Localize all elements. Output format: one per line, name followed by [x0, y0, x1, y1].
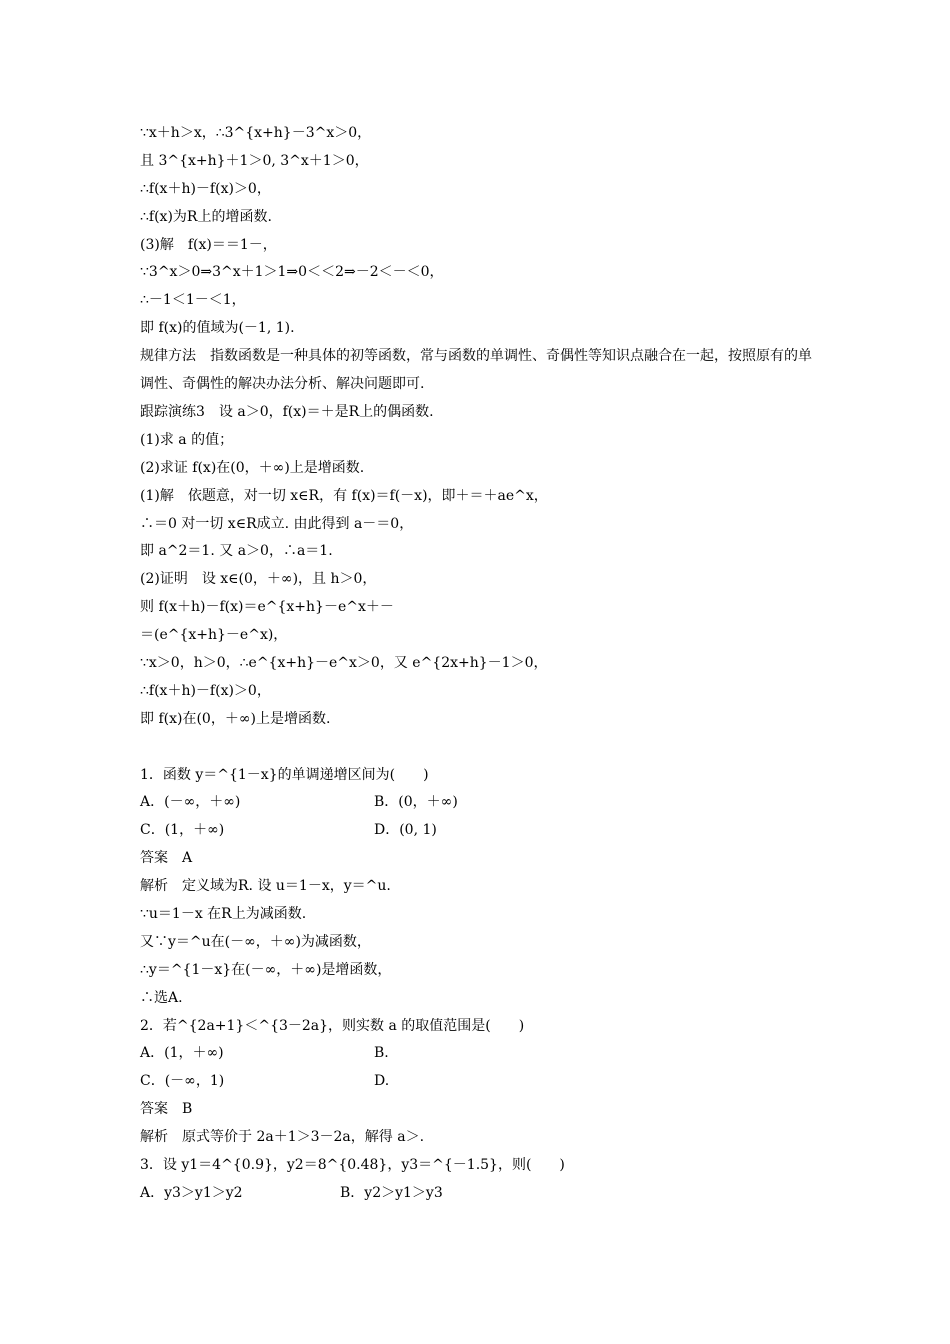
- method-paragraph: 规律方法 指数函数是一种具体的初等函数，常与函数的单调性、奇偶性等知识点融合在一起，按照原有的单调性、奇偶性的解决办法分析、解决问题即可.: [140, 348, 812, 393]
- question-3-stem: 3．设 y1＝4^{0.9}，y2＝8^{0.48}，y3＝^{－1.5}，则( ): [140, 1156, 565, 1173]
- document-page: [140, 120, 820, 1208]
- option-a: A．(－∞，＋∞): [140, 794, 241, 811]
- text-line: ∵3^x＞0⇒3^x＋1＞1⇒0＜＜2⇒－2＜－＜0，: [140, 264, 444, 281]
- question-1-analysis-line: 解析 定义域为R. 设 u＝1－x，y＝^u.: [140, 878, 391, 895]
- text-line: 则 f(x＋h)－f(x)＝e^{x+h}－e^x＋－: [140, 599, 394, 616]
- section-gap: [140, 734, 820, 762]
- option-a: A．y3＞y1＞y2: [140, 1184, 243, 1201]
- text-line: 且 3^{x+h}＋1＞0, 3^x＋1＞0，: [140, 152, 369, 169]
- question-2-analysis: 解析 原式等价于 2a＋1＞3－2a，解得 a＞.: [140, 1129, 425, 1146]
- question-1-analysis-line: ∵u＝1－x 在R上为减函数.: [140, 905, 307, 922]
- text-line: ∴＝0 对一切 x∈R成立. 由此得到 a－＝0，: [140, 515, 414, 532]
- text-line: (3)解 f(x)＝＝1－，: [140, 236, 277, 253]
- text-line: ＝(e^{x+h}－e^x)，: [140, 627, 288, 644]
- question-3-options-row-1: [140, 1180, 820, 1208]
- text-line: 即 f(x)在(0，＋∞)上是增函数.: [140, 710, 331, 727]
- text-line: ∵x＞0，h＞0，∴e^{x+h}－e^x＞0，又 e^{2x+h}－1＞0，: [140, 654, 548, 671]
- text-line: (1)求 a 的值；: [140, 431, 234, 448]
- question-1-analysis-line: 又∵y＝^u在(－∞，＋∞)为减函数，: [140, 933, 371, 950]
- option-c: C．(1，＋∞): [140, 822, 225, 839]
- text-line: ∴－1＜1－＜1，: [140, 292, 246, 309]
- text-line: 跟踪演练3 设 a＞0，f(x)＝＋是R上的偶函数.: [140, 403, 434, 420]
- text-line: ∴f(x＋h)－f(x)＞0，: [140, 180, 271, 197]
- text-line: ∴f(x)为R上的增函数.: [140, 208, 272, 225]
- question-1-stem: 1．函数 y＝^{1－x}的单调递增区间为( ): [140, 766, 429, 783]
- text-line: 即 a^2＝1. 又 a＞0，∴a＝1.: [140, 543, 333, 560]
- option-a: A．(1，＋∞): [140, 1045, 224, 1062]
- option-b: B．(0，＋∞): [374, 794, 458, 811]
- question-1-options-row-1: [140, 789, 820, 817]
- option-d: D．(0, 1): [374, 822, 437, 839]
- text-line: 即 f(x)的值域为(－1, 1).: [140, 320, 295, 337]
- question-1-analysis-line: ∴y＝^{1－x}在(－∞，＋∞)是增函数，: [140, 961, 392, 978]
- text-line: (1)解 依题意，对一切 x∈R，有 f(x)＝f(－x)，即＋＝＋ae^x，: [140, 487, 548, 504]
- option-b: B.: [374, 1045, 389, 1062]
- question-2-options-row-2: [140, 1068, 820, 1096]
- option-d: D.: [374, 1073, 390, 1090]
- question-1-answer: 答案 A: [140, 850, 193, 867]
- question-2-options-row-1: [140, 1040, 820, 1068]
- question-2-answer: 答案 B: [140, 1101, 193, 1118]
- question-2-stem: 2．若^{2a+1}＜^{3－2a}，则实数 a 的取值范围是( ): [140, 1017, 525, 1034]
- question-1-options-row-2: [140, 817, 820, 845]
- option-c: C．(－∞，1): [140, 1073, 225, 1090]
- option-b: B．y2＞y1＞y3: [340, 1184, 443, 1201]
- text-line: ∵x＋h＞x，∴3^{x+h}－3^x＞0，: [140, 125, 372, 141]
- question-1-analysis-line: ∴选A.: [140, 989, 183, 1006]
- text-line: (2)求证 f(x)在(0，＋∞)上是增函数.: [140, 459, 365, 476]
- text-line: ∴f(x＋h)－f(x)＞0，: [140, 682, 271, 699]
- text-line: (2)证明 设 x∈(0，＋∞)，且 h＞0，: [140, 571, 377, 588]
